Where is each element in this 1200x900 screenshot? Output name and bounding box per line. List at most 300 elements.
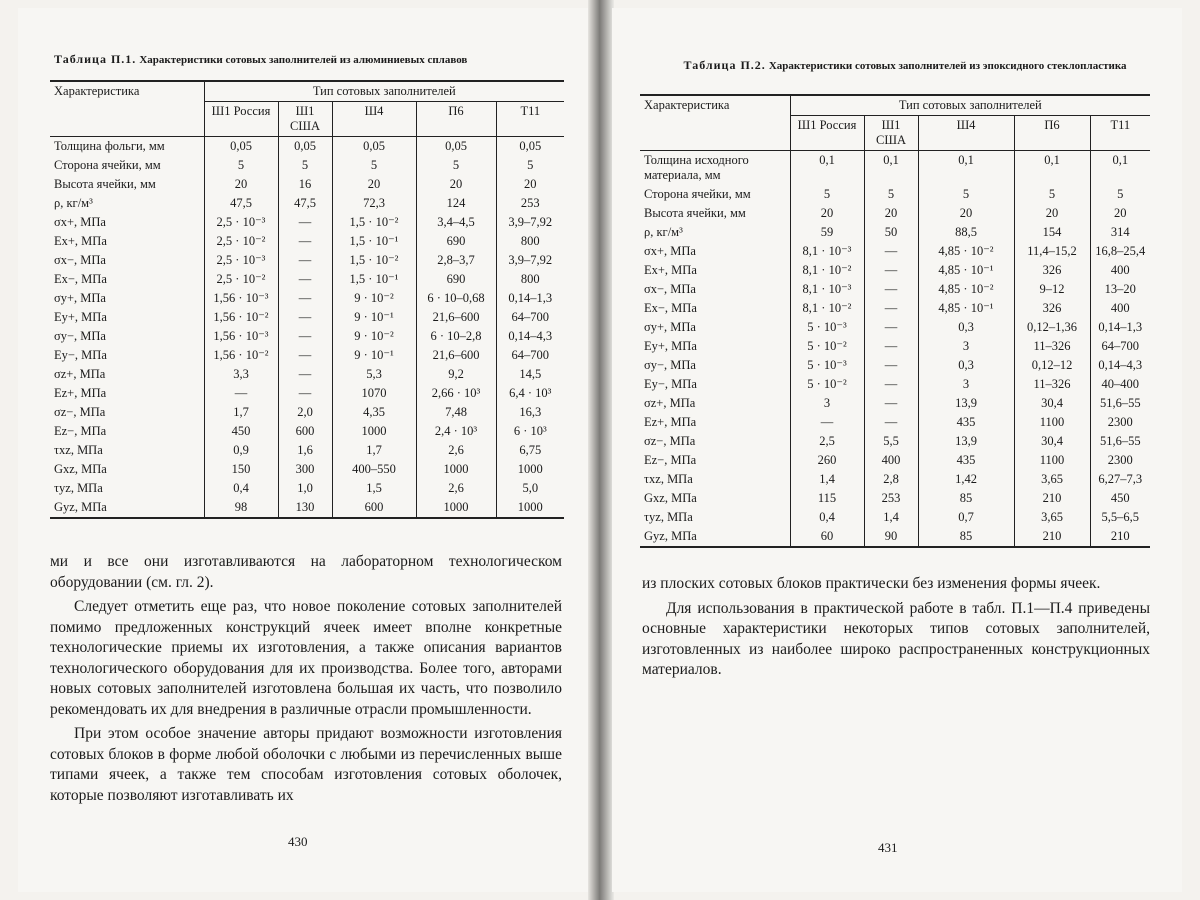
table-cell: 72,3: [332, 194, 416, 213]
table-row: [640, 185, 1150, 204]
table-cell: 4,35: [332, 403, 416, 422]
table-cell: 3: [790, 394, 864, 413]
table-cell: 400: [864, 451, 918, 470]
row-label: τxz, МПа: [54, 443, 103, 457]
table-cell: —: [864, 261, 918, 280]
table-cell: 3,3: [204, 365, 278, 384]
table-cell: 4,85 · 10⁻¹: [918, 261, 1014, 280]
table-p2: [640, 94, 1150, 548]
table-row: [640, 223, 1150, 242]
table-cell: —: [864, 242, 918, 261]
table-cell: 1,56 · 10⁻²: [204, 346, 278, 365]
table-row: [50, 422, 564, 441]
table-cell: 0,4: [204, 479, 278, 498]
row-label: τyz, МПа: [54, 481, 103, 495]
table-row: [50, 289, 564, 308]
table-row: [50, 156, 564, 175]
table-cell: 20: [864, 204, 918, 223]
table-cell: 5: [790, 185, 864, 204]
table-row: [640, 299, 1150, 318]
table-cell: 400: [1090, 261, 1150, 280]
table-cell: 9,2: [416, 365, 496, 384]
table-cell: 5: [864, 185, 918, 204]
table-row: [50, 479, 564, 498]
row-label: Ey−, МПа: [644, 377, 697, 391]
table-cell: 8,1 · 10⁻²: [790, 299, 864, 318]
table-row: [50, 213, 564, 232]
row-label: Сторона ячейки, мм: [644, 187, 751, 201]
table-cell: 2,5 · 10⁻³: [204, 213, 278, 232]
table-cell: 85: [918, 527, 1014, 547]
table-row: [50, 460, 564, 479]
row-label: σy−, МПа: [644, 358, 696, 372]
table-cell: 20: [204, 175, 278, 194]
table-cell: 20: [496, 175, 564, 194]
table-cell: 0,3: [918, 318, 1014, 337]
table-cell: 3,65: [1014, 508, 1090, 527]
table-cell: 5 · 10⁻³: [790, 318, 864, 337]
table-p1-number: Таблица П.1.: [54, 52, 137, 66]
table-p1-body: [50, 137, 564, 519]
table-cell: 4,85 · 10⁻²: [918, 242, 1014, 261]
table-cell: 47,5: [278, 194, 332, 213]
paragraph: Следует отметить еще раз, что новое поколение сотовых заполнителей помимо предложенных конструкций ячеек имеет вполне конкретные технологические приемы их изготовления, а также описания вариантов технологического оборудования для их производства. Более того, авторами новых сотовых заполнителей изготовлена большая их часть, что позволило рекомендовать их для внедрения в различные отрасли промышленности.: [50, 598, 562, 718]
table-cell: —: [278, 308, 332, 327]
table-row: [50, 137, 564, 157]
table-cell: 20: [790, 204, 864, 223]
row-label: Толщина фольги, мм: [54, 139, 165, 153]
table-cell: 210: [1014, 527, 1090, 547]
table-cell: 0,1: [864, 151, 918, 186]
table-row: [50, 175, 564, 194]
table-cell: 21,6–600: [416, 346, 496, 365]
table-cell: —: [864, 280, 918, 299]
table-cell: 0,1: [790, 151, 864, 186]
table-cell: —: [790, 413, 864, 432]
table-cell: 5: [416, 156, 496, 175]
table-row: [50, 384, 564, 403]
table-p1-col-header: Ш1 США: [278, 102, 332, 137]
table-cell: 88,5: [918, 223, 1014, 242]
table-cell: 124: [416, 194, 496, 213]
table-cell: —: [864, 318, 918, 337]
table-p2-char-header: Характеристика: [640, 95, 790, 151]
table-cell: 20: [1090, 204, 1150, 223]
table-cell: 0,12–12: [1014, 356, 1090, 375]
table-cell: 6 · 10–2,8: [416, 327, 496, 346]
row-label: Ez+, МПа: [644, 415, 697, 429]
row-label: Ey−, МПа: [54, 348, 107, 362]
table-cell: 800: [496, 270, 564, 289]
table-cell: 20: [918, 204, 1014, 223]
table-cell: 1,7: [204, 403, 278, 422]
table-cell: 1000: [496, 460, 564, 479]
table-cell: 435: [918, 451, 1014, 470]
table-cell: 210: [1090, 527, 1150, 547]
table-cell: 5: [918, 185, 1014, 204]
table-cell: 800: [496, 232, 564, 251]
table-cell: 3,4–4,5: [416, 213, 496, 232]
table-cell: 9 · 10⁻²: [332, 327, 416, 346]
row-label: Высота ячейки, мм: [54, 177, 156, 191]
table-cell: 0,4: [790, 508, 864, 527]
row-label: Ey+, МПа: [644, 339, 697, 353]
table-cell: 154: [1014, 223, 1090, 242]
table-cell: 6 · 10³: [496, 422, 564, 441]
table-cell: 60: [790, 527, 864, 547]
table-cell: 0,05: [278, 137, 332, 157]
row-label: σx+, МПа: [644, 244, 696, 258]
table-p2-body: [640, 151, 1150, 548]
table-cell: —: [278, 232, 332, 251]
table-cell: 210: [1014, 489, 1090, 508]
table-p1-col-header: Т11: [496, 102, 564, 137]
table-cell: 5 · 10⁻³: [790, 356, 864, 375]
table-row: [640, 204, 1150, 223]
table-row: [640, 432, 1150, 451]
table-cell: 0,05: [496, 137, 564, 157]
table-cell: 326: [1014, 299, 1090, 318]
row-label: σx−, МПа: [644, 282, 696, 296]
table-cell: 1,5 · 10⁻¹: [332, 232, 416, 251]
row-label: Gyz, МПа: [50, 498, 204, 518]
table-cell: 1,56 · 10⁻³: [204, 327, 278, 346]
page-number-right: 431: [878, 840, 898, 855]
table-cell: 40–400: [1090, 375, 1150, 394]
table-row: [640, 394, 1150, 413]
book-gutter: [588, 0, 614, 900]
row-label: Сторона ячейки, мм: [54, 158, 161, 172]
table-cell: 2,5: [790, 432, 864, 451]
table-cell: 5: [1090, 185, 1150, 204]
table-p2-col-header: Ш4: [918, 116, 1014, 151]
table-cell: 5 · 10⁻²: [790, 375, 864, 394]
table-cell: 5 · 10⁻²: [790, 337, 864, 356]
table-cell: 14,5: [496, 365, 564, 384]
table-cell: 5: [204, 156, 278, 175]
table-cell: 20: [416, 175, 496, 194]
row-label: σy+, МПа: [644, 320, 696, 334]
table-cell: 2300: [1090, 413, 1150, 432]
table-cell: 64–700: [496, 346, 564, 365]
left-page: [18, 8, 590, 892]
table-cell: 253: [864, 489, 918, 508]
table-cell: 13,9: [918, 394, 1014, 413]
row-label: Толщина исходного материала, мм: [644, 153, 749, 182]
table-cell: 5: [496, 156, 564, 175]
table-p1: [50, 80, 564, 519]
table-cell: 1,6: [278, 441, 332, 460]
table-cell: —: [864, 337, 918, 356]
table-cell: —: [278, 346, 332, 365]
table-cell: —: [864, 375, 918, 394]
paragraph: ми и все они изготавливаются на лабораторном технологическом оборудовании (см. гл. 2).: [50, 553, 562, 591]
table-cell: 6,4 · 10³: [496, 384, 564, 403]
paragraph: Для использования в практической работе в табл. П.1—П.4 приведены основные характеристики некоторых типов сотовых заполнителей, изготовленных из наиболее широко распространенных конструкционных материалов.: [642, 599, 1150, 678]
table-cell: 0,7: [918, 508, 1014, 527]
table-cell: —: [278, 213, 332, 232]
table-cell: 1,0: [278, 479, 332, 498]
table-cell: 6 · 10–0,68: [416, 289, 496, 308]
row-label: σy−, МПа: [54, 329, 106, 343]
table-row: [640, 280, 1150, 299]
table-cell: 5: [278, 156, 332, 175]
table-cell: 300: [278, 460, 332, 479]
table-cell: 1,7: [332, 441, 416, 460]
table-cell: 30,4: [1014, 432, 1090, 451]
table-cell: 1,42: [918, 470, 1014, 489]
table-cell: 2,6: [416, 441, 496, 460]
table-row: [50, 327, 564, 346]
table-cell: 2,5 · 10⁻³: [204, 251, 278, 270]
table-cell: —: [278, 384, 332, 403]
table-cell: 13,9: [918, 432, 1014, 451]
row-label: τxz, МПа: [644, 472, 693, 486]
table-cell: 0,9: [204, 441, 278, 460]
row-label: Gxz, МПа: [644, 491, 697, 505]
row-label: Ex+, МПа: [644, 263, 697, 277]
table-cell: —: [278, 270, 332, 289]
row-label: σz−, МПа: [644, 434, 696, 448]
row-label: Высота ячейки, мм: [644, 206, 746, 220]
table-cell: 0,1: [1014, 151, 1090, 186]
table-cell: —: [278, 327, 332, 346]
table-cell: 435: [918, 413, 1014, 432]
table-cell: 2,8: [864, 470, 918, 489]
table-p2-col-header: П6: [1014, 116, 1090, 151]
table-cell: 2,5 · 10⁻²: [204, 270, 278, 289]
right-page: [612, 8, 1182, 892]
table-cell: 3,9–7,92: [496, 251, 564, 270]
table-cell: 0,1: [1090, 151, 1150, 186]
table-cell: 690: [416, 270, 496, 289]
table-row: [640, 151, 1150, 186]
row-label: Ez−, МПа: [54, 424, 107, 438]
table-cell: 9 · 10⁻¹: [332, 346, 416, 365]
page-number-left: 430: [288, 834, 308, 849]
table-cell: 64–700: [1090, 337, 1150, 356]
table-cell: 16: [278, 175, 332, 194]
table-cell: 326: [1014, 261, 1090, 280]
table-p1-col-header: П6: [416, 102, 496, 137]
table-cell: 16,3: [496, 403, 564, 422]
row-label: Ex+, МПа: [54, 234, 107, 248]
table-row: [640, 451, 1150, 470]
table-cell: 20: [332, 175, 416, 194]
table-cell: 9 · 10⁻²: [332, 289, 416, 308]
table-cell: —: [864, 394, 918, 413]
table-cell: 11,4–15,2: [1014, 242, 1090, 261]
table-p1-group-header: Тип сотовых заполнителей: [204, 81, 564, 102]
table-row: [50, 194, 564, 213]
table-row: [640, 375, 1150, 394]
table-cell: 1070: [332, 384, 416, 403]
paragraph: из плоских сотовых блоков практически без изменения формы ячеек.: [642, 575, 1101, 592]
table-row: [640, 261, 1150, 280]
table-row: [50, 270, 564, 289]
row-label: σz+, МПа: [54, 367, 106, 381]
table-row: [640, 413, 1150, 432]
table-p2-col-header: Ш1 Россия: [790, 116, 864, 151]
table-cell: 11–326: [1014, 337, 1090, 356]
table-cell: 1,56 · 10⁻²: [204, 308, 278, 327]
table-p1-char-header: Характеристика: [50, 81, 204, 137]
row-label: Ez+, МПа: [54, 386, 107, 400]
table-cell: —: [204, 384, 278, 403]
table-p2-title: Характеристики сотовых заполнителей из эпоксидного стеклопластика: [768, 60, 1127, 72]
row-label: Ex−, МПа: [644, 301, 697, 315]
table-cell: 5,0: [496, 479, 564, 498]
table-row: [50, 403, 564, 422]
table-cell: 8,1 · 10⁻³: [790, 280, 864, 299]
row-label: σx+, МПа: [54, 215, 106, 229]
table-p1-col-header: Ш1 Россия: [204, 102, 278, 137]
table-cell: 260: [790, 451, 864, 470]
table-cell: 2,8–3,7: [416, 251, 496, 270]
table-cell: 2,66 · 10³: [416, 384, 496, 403]
table-p1-title: Характеристики сотовых заполнителей из алюминиевых сплавов: [139, 54, 468, 66]
table-cell: 1000: [416, 498, 496, 518]
table-cell: 5: [1014, 185, 1090, 204]
row-label: σz+, МПа: [644, 396, 696, 410]
table-cell: —: [864, 413, 918, 432]
table-cell: 314: [1090, 223, 1150, 242]
table-cell: 51,6–55: [1090, 432, 1150, 451]
table-cell: 2,5 · 10⁻²: [204, 232, 278, 251]
table-cell: 0,05: [204, 137, 278, 157]
table-cell: 9–12: [1014, 280, 1090, 299]
table-row: [640, 489, 1150, 508]
table-cell: 1,4: [864, 508, 918, 527]
table-row: [640, 356, 1150, 375]
table-cell: 8,1 · 10⁻²: [790, 261, 864, 280]
table-cell: 0,05: [416, 137, 496, 157]
table-cell: 3: [918, 375, 1014, 394]
table-p2-col-header: Ш1 США: [864, 116, 918, 151]
table-cell: 64–700: [496, 308, 564, 327]
paragraph: При этом особое значение авторы придают возможности изготовления сотовых блоков в форме любой оболочки с любыми из перечисленных выше типами ячеек, а также тем способам изготовления сотовых оболочек, которые позволяют изготавливать их: [50, 725, 562, 804]
table-cell: 1,5: [332, 479, 416, 498]
table-p1-caption: [54, 52, 574, 67]
table-cell: 115: [790, 489, 864, 508]
row-label: τyz, МПа: [644, 510, 693, 524]
table-cell: 4,85 · 10⁻²: [918, 280, 1014, 299]
row-label: Gyz, МПа: [640, 527, 790, 547]
table-cell: 90: [864, 527, 918, 547]
table-cell: 0,1: [918, 151, 1014, 186]
table-cell: 7,48: [416, 403, 496, 422]
table-cell: 1,56 · 10⁻³: [204, 289, 278, 308]
table-cell: 5,5–6,5: [1090, 508, 1150, 527]
table-cell: 9 · 10⁻¹: [332, 308, 416, 327]
table-row: [640, 527, 1150, 547]
table-cell: 3,65: [1014, 470, 1090, 489]
row-label: σz−, МПа: [54, 405, 106, 419]
row-label: Ey+, МПа: [54, 310, 107, 324]
table-cell: 6,75: [496, 441, 564, 460]
table-cell: —: [278, 289, 332, 308]
table-cell: 4,85 · 10⁻¹: [918, 299, 1014, 318]
table-cell: 5,3: [332, 365, 416, 384]
table-cell: 600: [278, 422, 332, 441]
table-p2-col-header: Т11: [1090, 116, 1150, 151]
table-cell: 2,6: [416, 479, 496, 498]
table-cell: —: [278, 365, 332, 384]
table-cell: 50: [864, 223, 918, 242]
table-cell: —: [864, 299, 918, 318]
row-label: σx−, МПа: [54, 253, 106, 267]
table-cell: 130: [278, 498, 332, 518]
table-cell: 11–326: [1014, 375, 1090, 394]
table-row: [640, 242, 1150, 261]
table-cell: 0,14–4,3: [496, 327, 564, 346]
table-cell: 30,4: [1014, 394, 1090, 413]
table-cell: 0,14–4,3: [1090, 356, 1150, 375]
table-cell: 1000: [332, 422, 416, 441]
table-p2-group-header: Тип сотовых заполнителей: [790, 95, 1150, 116]
table-cell: 0,12–1,36: [1014, 318, 1090, 337]
table-row: [640, 337, 1150, 356]
table-cell: 6,27–7,3: [1090, 470, 1150, 489]
table-cell: 21,6–600: [416, 308, 496, 327]
row-label: Gxz, МПа: [54, 462, 107, 476]
table-row: [50, 251, 564, 270]
table-cell: 5: [332, 156, 416, 175]
table-cell: 2,4 · 10³: [416, 422, 496, 441]
table-cell: 51,6–55: [1090, 394, 1150, 413]
table-cell: 85: [918, 489, 1014, 508]
table-cell: 8,1 · 10⁻³: [790, 242, 864, 261]
table-cell: 0,05: [332, 137, 416, 157]
table-cell: 3,9–7,92: [496, 213, 564, 232]
table-cell: 1100: [1014, 451, 1090, 470]
table-cell: 600: [332, 498, 416, 518]
table-row: [640, 318, 1150, 337]
table-cell: 150: [204, 460, 278, 479]
table-cell: 5,5: [864, 432, 918, 451]
row-label: ρ, кг/м³: [54, 196, 93, 210]
table-row: [50, 308, 564, 327]
table-row: [640, 508, 1150, 527]
table-row: [50, 232, 564, 251]
right-page-text: [642, 574, 1150, 681]
table-cell: 1,5 · 10⁻¹: [332, 270, 416, 289]
table-cell: 1,5 · 10⁻²: [332, 251, 416, 270]
table-row: [50, 498, 564, 518]
table-cell: 3: [918, 337, 1014, 356]
row-label: Ex−, МПа: [54, 272, 107, 286]
table-cell: 47,5: [204, 194, 278, 213]
table-cell: 59: [790, 223, 864, 242]
table-cell: 1,5 · 10⁻²: [332, 213, 416, 232]
table-row: [50, 365, 564, 384]
table-cell: 0,14–1,3: [1090, 318, 1150, 337]
row-label: σy+, МПа: [54, 291, 106, 305]
table-cell: —: [864, 356, 918, 375]
table-cell: —: [278, 251, 332, 270]
row-label: ρ, кг/м³: [644, 225, 683, 239]
table-cell: 13–20: [1090, 280, 1150, 299]
table-cell: 0,3: [918, 356, 1014, 375]
table-cell: 16,8–25,4: [1090, 242, 1150, 261]
table-p2-number: Таблица П.2.: [683, 58, 766, 72]
table-cell: 690: [416, 232, 496, 251]
table-cell: 450: [1090, 489, 1150, 508]
table-row: [50, 346, 564, 365]
table-row: [640, 470, 1150, 489]
table-p1-col-header: Ш4: [332, 102, 416, 137]
table-cell: 1100: [1014, 413, 1090, 432]
